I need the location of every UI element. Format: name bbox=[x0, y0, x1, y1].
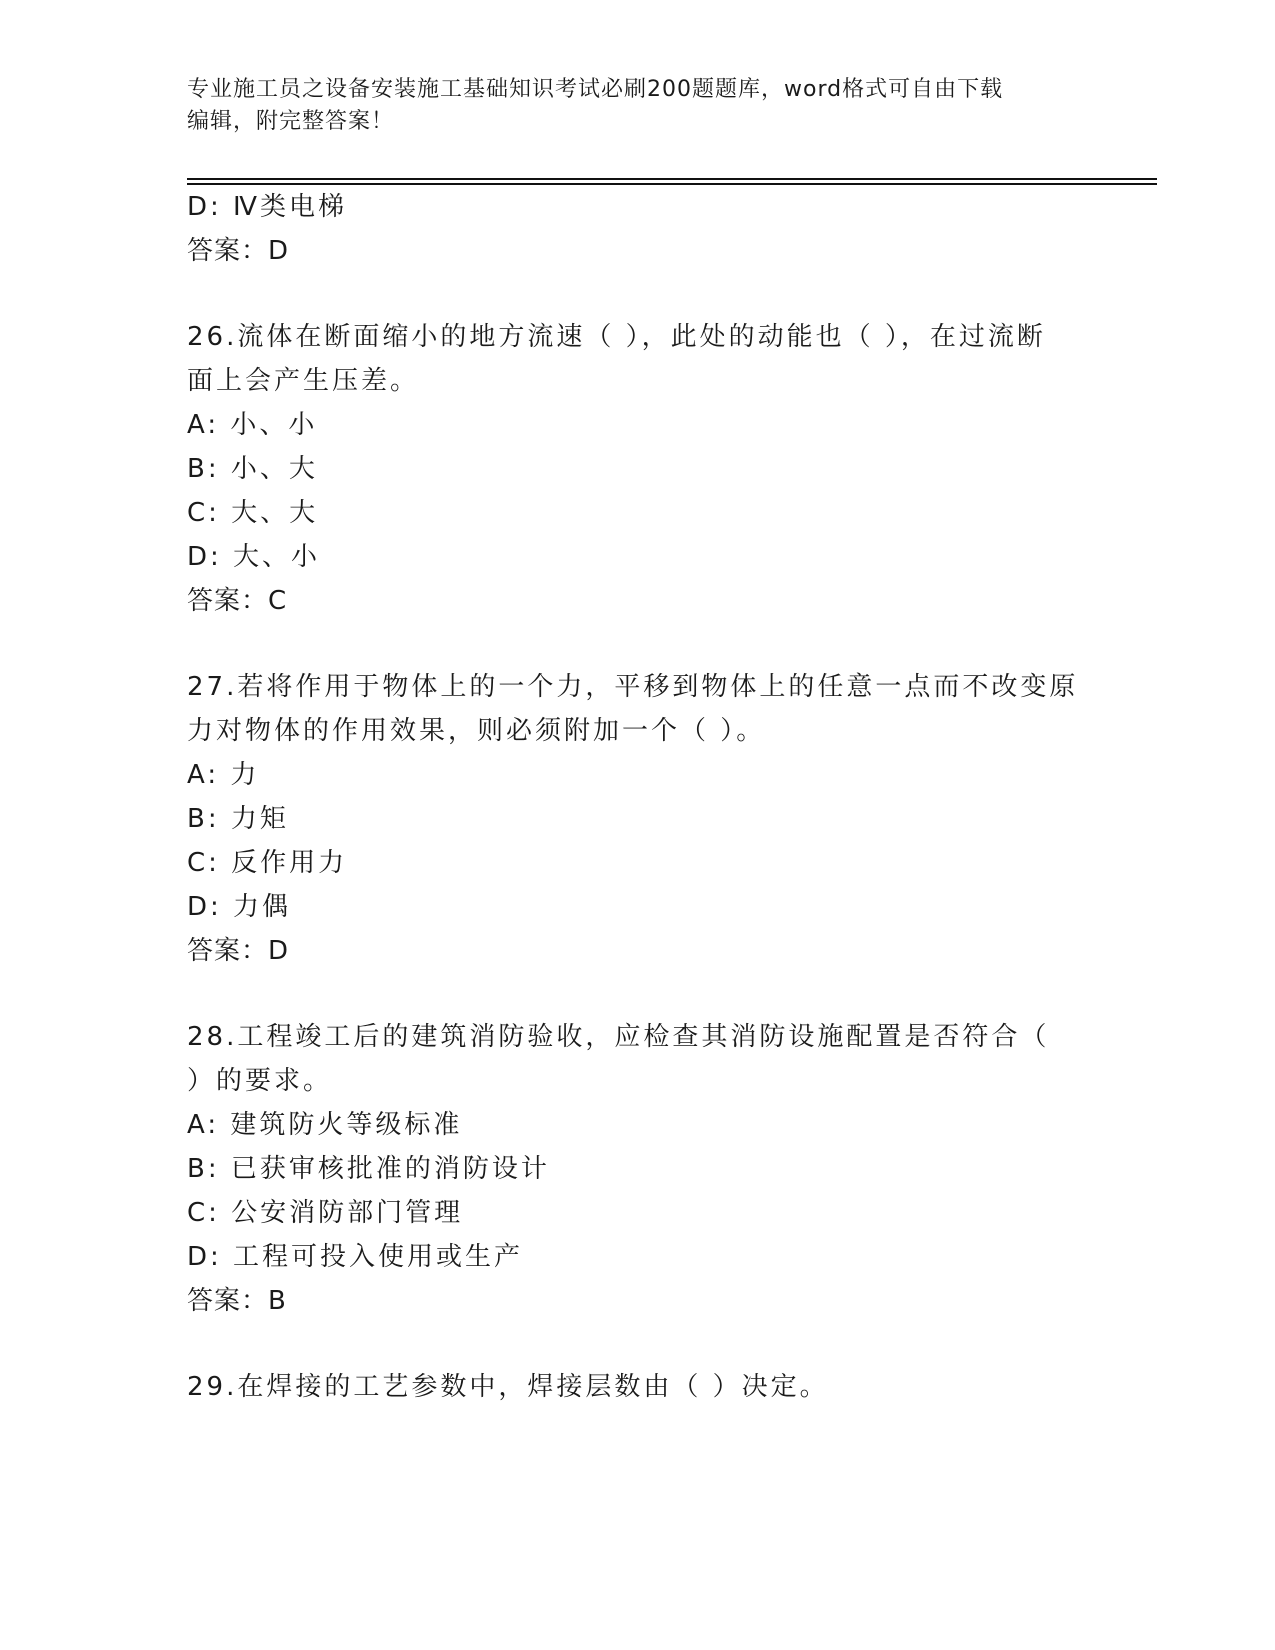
q26-option-b: B: 小、大 bbox=[187, 454, 318, 484]
q28-stem-line1: 28.工程竣工后的建筑消防验收，应检查其消防设施配置是否符合（ bbox=[187, 1022, 1050, 1052]
q27-option-c: C: 反作用力 bbox=[187, 848, 348, 878]
q27-option-b: B: 力矩 bbox=[187, 804, 289, 834]
prev-option-d: D: Ⅳ类电梯 bbox=[187, 192, 348, 222]
q26-option-c: C: 大、大 bbox=[187, 498, 319, 528]
header-divider-top bbox=[187, 178, 1157, 180]
q27-stem-line1: 27.若将作用于物体上的一个力，平移到物体上的任意一点而不改变原 bbox=[187, 672, 1079, 702]
q27-option-d: D: 力偶 bbox=[187, 892, 292, 922]
q26-stem-line2: 面上会产生压差。 bbox=[187, 366, 420, 396]
prev-answer: 答案：D bbox=[187, 236, 290, 266]
q26-option-a: A: 小、小 bbox=[187, 410, 318, 440]
header-divider-bottom bbox=[187, 183, 1157, 185]
q27-option-a: A: 力 bbox=[187, 760, 260, 790]
q28-option-a: A: 建筑防火等级标准 bbox=[187, 1110, 463, 1140]
q26-option-d: D: 大、小 bbox=[187, 542, 321, 572]
q28-stem-line2: ）的要求。 bbox=[187, 1066, 333, 1096]
q28-option-c: C: 公安消防部门管理 bbox=[187, 1198, 464, 1228]
q29-stem-line1: 29.在焊接的工艺参数中，焊接层数由（ ）决定。 bbox=[187, 1372, 829, 1402]
header-title-line2: 编辑，附完整答案！ bbox=[187, 109, 395, 134]
q27-answer: 答案：D bbox=[187, 936, 290, 966]
header-title-line1: 专业施工员之设备安装施工基础知识考试必刷200题题库，word格式可自由下载 bbox=[187, 77, 1004, 102]
q26-stem-line1: 26.流体在断面缩小的地方流速（ ），此处的动能也（ ），在过流断 bbox=[187, 322, 1046, 352]
q26-answer: 答案：C bbox=[187, 586, 288, 616]
page-header bbox=[187, 74, 1087, 138]
q27-stem-line2: 力对物体的作用效果，则必须附加一个（ ）。 bbox=[187, 716, 766, 746]
q28-answer: 答案：B bbox=[187, 1286, 287, 1316]
q28-option-d: D: 工程可投入使用或生产 bbox=[187, 1242, 524, 1272]
q28-option-b: B: 已获审核批准的消防设计 bbox=[187, 1154, 550, 1184]
